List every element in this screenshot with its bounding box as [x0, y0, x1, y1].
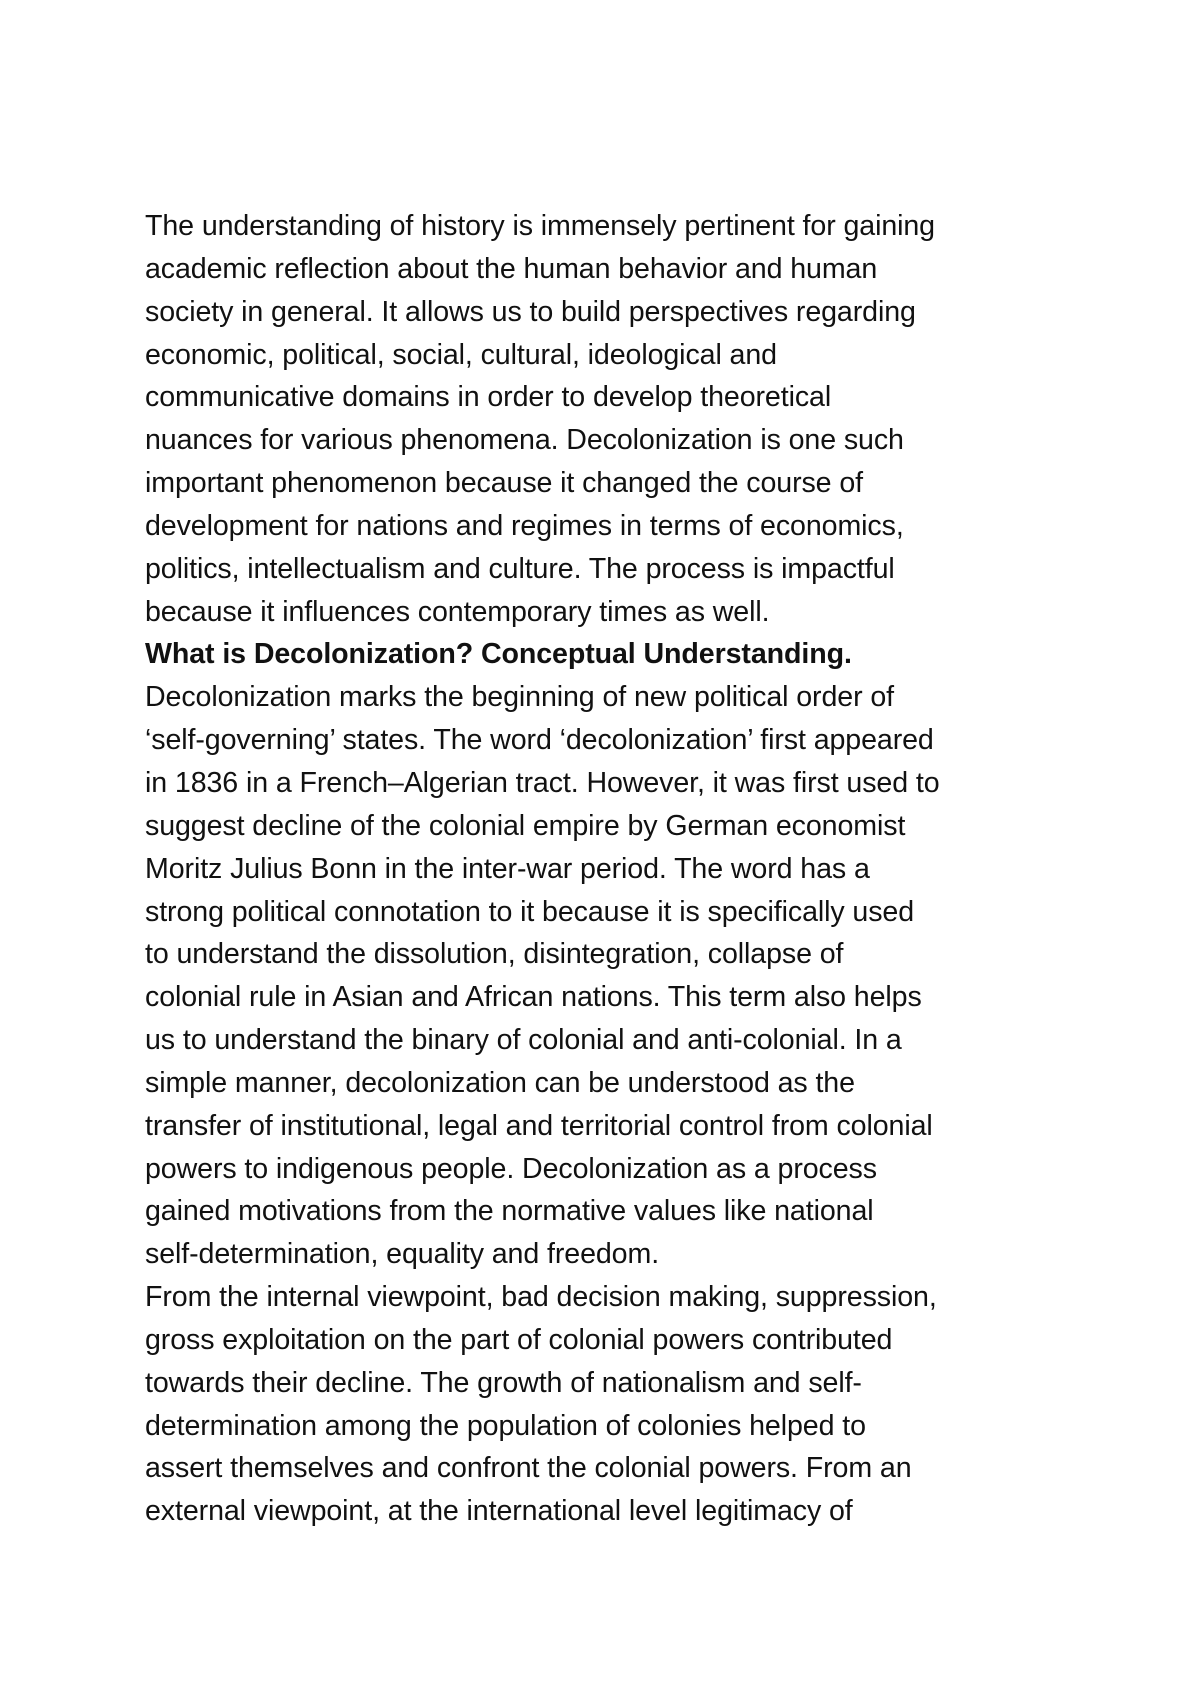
- text-line: because it influences contemporary times as well.: [145, 595, 770, 628]
- text-line: communicative domains in order to develop theoretical: [145, 381, 832, 414]
- text-line: politics, intellectualism and culture. The process is impactful: [145, 552, 895, 585]
- text-line: Moritz Julius Bonn in the inter-war period. The word has a: [145, 852, 870, 885]
- document-body: [145, 205, 1065, 1533]
- text-line: Decolonization marks the beginning of new political order of: [145, 681, 894, 714]
- text-line: gross exploitation on the part of colonial powers contributed: [145, 1323, 893, 1356]
- text-line: in 1836 in a French–Algerian tract. However, it was first used to: [145, 766, 940, 799]
- text-line: assert themselves and confront the colonial powers. From an: [145, 1452, 912, 1485]
- text-line: determination among the population of colonies helped to: [145, 1409, 866, 1442]
- text-line: towards their decline. The growth of nationalism and self-: [145, 1366, 862, 1399]
- text-line: transfer of institutional, legal and territorial control from colonial: [145, 1109, 933, 1142]
- section-heading: What is Decolonization? Conceptual Understanding.: [145, 638, 852, 671]
- text-line: to understand the dissolution, disintegration, collapse of: [145, 938, 844, 971]
- text-line: economic, political, social, cultural, ideological and: [145, 338, 777, 371]
- text-line: development for nations and regimes in terms of economics,: [145, 509, 904, 542]
- text-line: powers to indigenous people. Decolonization as a process: [145, 1152, 877, 1185]
- text-line: important phenomenon because it changed the course of: [145, 467, 863, 500]
- text-line: The understanding of history is immensely pertinent for gaining: [145, 210, 935, 242]
- text-line: society in general. It allows us to build perspectives regarding: [145, 295, 916, 328]
- text-line: academic reflection about the human behavior and human: [145, 252, 878, 285]
- text-line: gained motivations from the normative values like national: [145, 1195, 874, 1228]
- text-line: nuances for various phenomena. Decolonization is one such: [145, 424, 904, 457]
- text-line: colonial rule in Asian and African nations. This term also helps: [145, 981, 922, 1014]
- text-line: self-determination, equality and freedom.: [145, 1238, 660, 1271]
- text-line: strong political connotation to it because it is specifically used: [145, 895, 915, 928]
- text-line: From the internal viewpoint, bad decision making, suppression,: [145, 1281, 937, 1314]
- text-line: simple manner, decolonization can be understood as the: [145, 1066, 855, 1099]
- text-line: suggest decline of the colonial empire by German economist: [145, 809, 906, 842]
- text-line: ‘self-governing’ states. The word ‘decolonization’ first appeared: [145, 724, 934, 757]
- text-line: us to understand the binary of colonial and anti-colonial. In a: [145, 1024, 902, 1057]
- text-line: external viewpoint, at the international level legitimacy of: [145, 1495, 853, 1528]
